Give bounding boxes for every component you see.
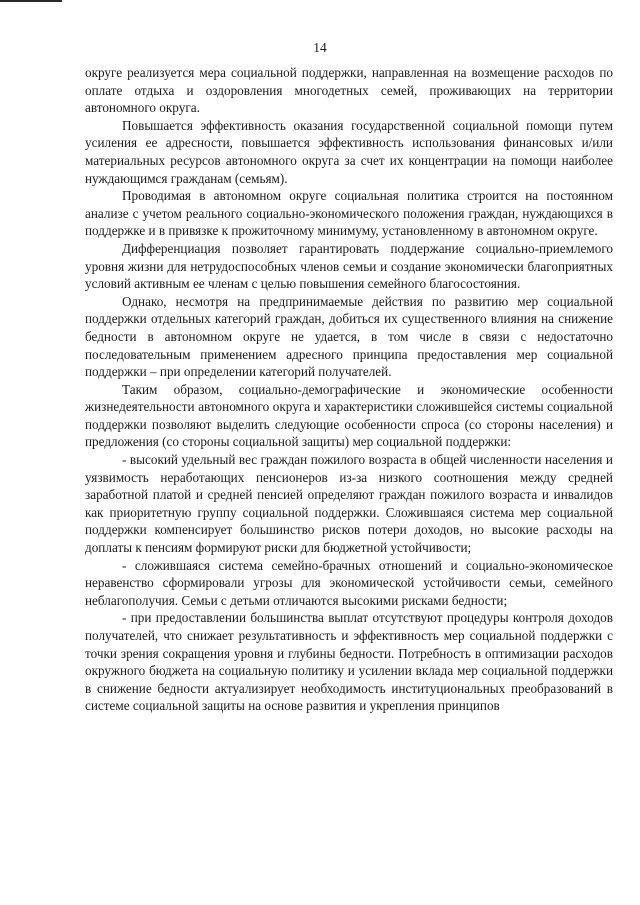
paragraph: Таким образом, социально-демографические и экономические особенности жизнедеятельности автономного округа и характеристики сложившейся системы социальной поддержки позволяют выделить следующие особенности спроса (со стороны населения) и предложения (со стороны социальной защиты) мер социальной поддержки: <box>85 381 613 450</box>
list-item-paragraph: - высокий удельный вес граждан пожилого возраста в общей численности населения и уязвимость неработающих пенсионеров из-за низкого соотношения между средней заработной платой и средней пенсией определяют граждан пожилого возраста и инвалидов как приоритетную группу социальной поддержки. Сложившаяся система мер социальной поддержки компенсирует большинство рисков потери доходов, но высокие расходы на доплаты к пенсиям формируют риски для бюджетной устойчивости; <box>85 452 613 556</box>
paragraph: Повышается эффективность оказания государственной социальной помощи путем усиления ее адресности, повышается эффективность использования финансовых и/или материальных ресурсов автономного округа за счет их концентрации на помощи наиболее нуждающимся гражданам (семьям). <box>85 117 613 186</box>
paragraph: Дифференциация позволяет гарантировать поддержание социально-приемлемого уровня жизни для нетрудоспособных членов семьи и создание экономически благоприятных условий активным ее членам с целью повышения семейного благосостояния. <box>85 240 613 292</box>
paragraph: Проводимая в автономном округе социальная политика строится на постоянном анализе с учетом реального социально-экономического положения граждан, нуждающихся в поддержке и в привязке к прожиточному минимуму, установленному в автономном округе. <box>85 188 613 239</box>
scan-corner-line <box>0 0 62 2</box>
paragraph: Однако, несмотря на предпринимаемые действия по развитию мер социальной поддержки отдельных категорий граждан, добиться их существенного влияния на снижение бедности в автономном округе не удается, в том числе в связи с недостаточно последовательным применением адресного принципа предоставления мер социальной поддержки – при определении категорий получателей. <box>85 293 613 380</box>
page-number: 14 <box>313 40 327 55</box>
paragraph-continuation: округе реализуется мера социальной поддержки, направленная на возмещение расходов по оплате отдыха и оздоровления многодетных семей, проживающих на территории автономного округа. <box>85 65 613 116</box>
list-item-paragraph: - сложившаяся система семейно-брачных отношений и социально-экономическое неравенство сформировали угрозы для экономической устойчивости семьи, семейного неблагополучия. Семьи с детьми отличаются высокими рисками бедности; <box>85 557 613 608</box>
document-body <box>85 64 613 715</box>
list-item-paragraph: - при предоставлении большинства выплат отсутствуют процедуры контроля доходов получателей, что снижает результативность и эффективность мер социальной поддержки с точки зрения сокращения уровня и глубины бедности. Потребность в оптимизации расходов окружного бюджета на социальную политику и усилении вклада мер социальной поддержки в снижение бедности актуализирует необходимость институциональных преобразований в системе социальной защиты на основе развития и укрепления принципов <box>85 610 613 714</box>
